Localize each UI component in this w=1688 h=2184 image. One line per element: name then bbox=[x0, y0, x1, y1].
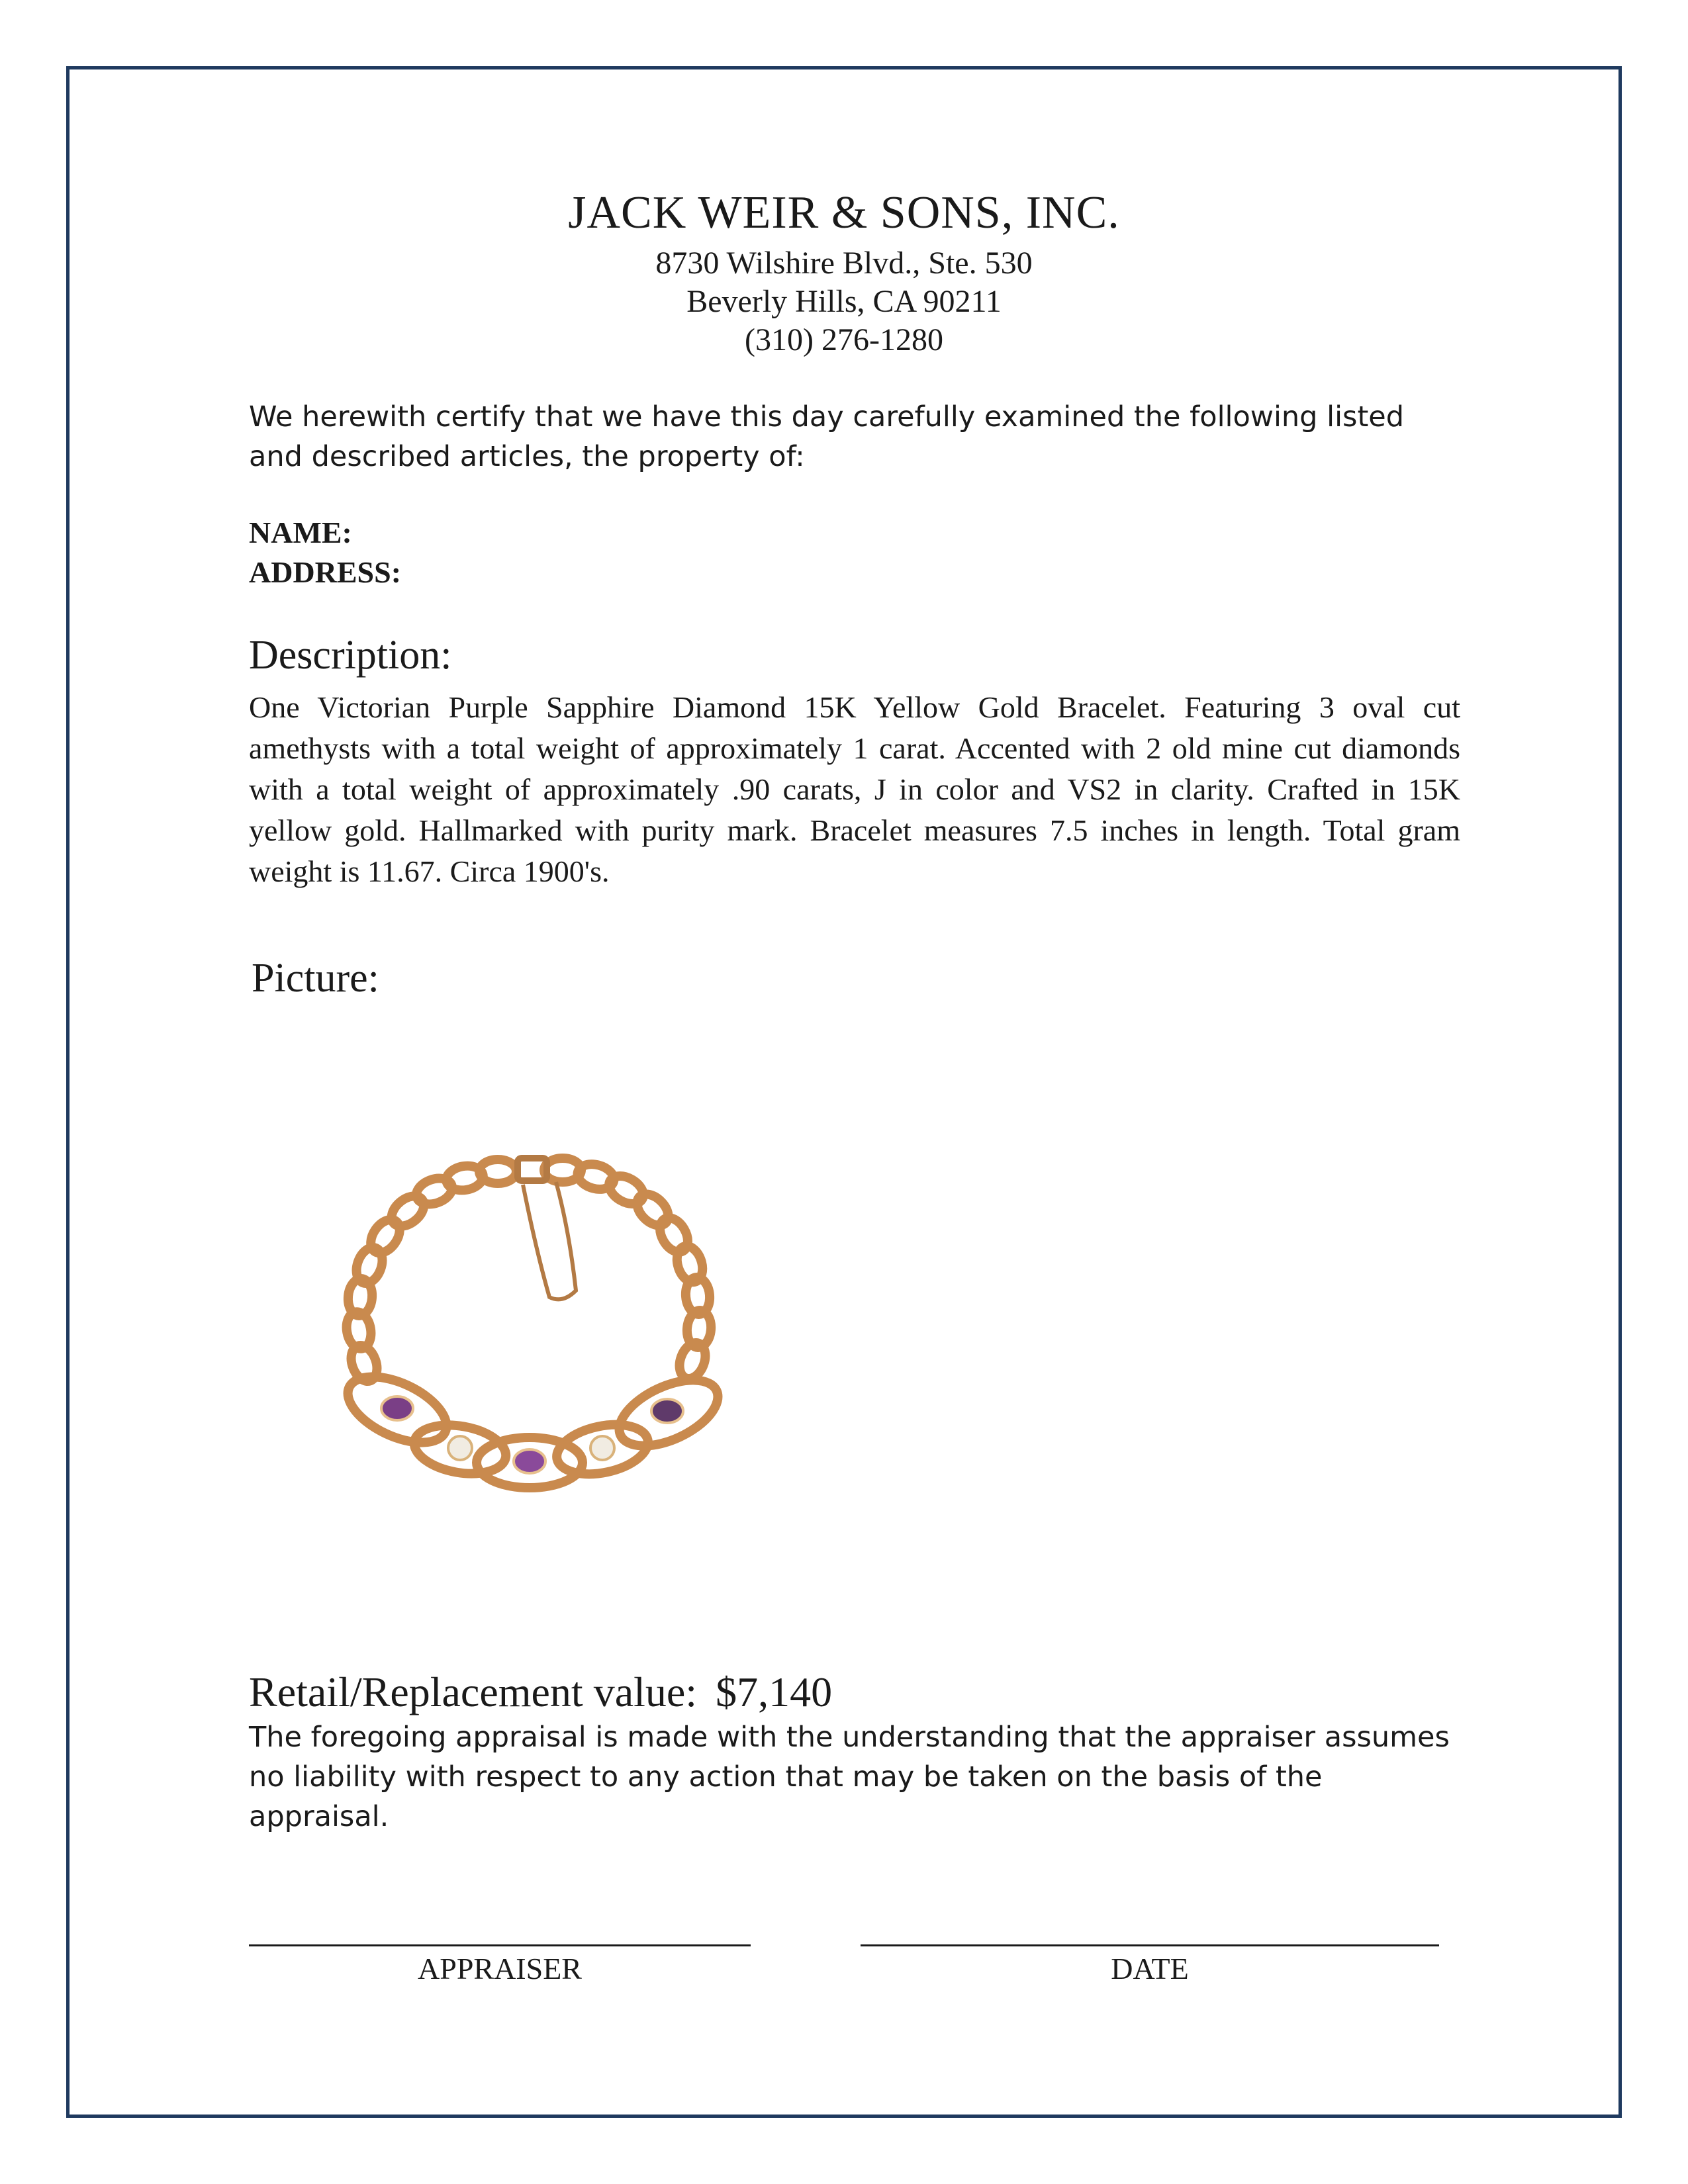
retail-value bbox=[249, 1668, 832, 1717]
appraiser-label: APPRAISER bbox=[418, 1952, 582, 1985]
diamond-left bbox=[448, 1436, 472, 1460]
description-text: One Victorian Purple Sapphire Diamond 15K Yellow Gold Bracelet. Featuring 3 oval cut amethysts with a total weight of approximately 1 carat. Accented with 2 old mine cut diamonds with a total weight of approximately .90 carats, J in color and VS2 in clarity. Crafted in 15K yellow gold. Hallmarked with purity mark. Bracelet measures 7.5 inches in length. Total gram weight is 11.67. Circa 1900's. bbox=[249, 690, 1460, 888]
company-address-line2: Beverly Hills, CA 90211 bbox=[686, 284, 1002, 319]
date-label: DATE bbox=[1111, 1952, 1189, 1985]
company-name: JACK WEIR & SONS, INC. bbox=[568, 187, 1120, 238]
amethyst-left bbox=[381, 1396, 413, 1420]
diamond-right bbox=[590, 1436, 614, 1460]
amethyst-center bbox=[514, 1449, 545, 1473]
amethyst-right bbox=[651, 1399, 683, 1423]
company-address-line1: 8730 Wilshire Blvd., Ste. 530 bbox=[655, 246, 1033, 281]
bracelet-chain bbox=[344, 1158, 712, 1385]
certification-intro: We herewith certify that we have this day carefully examined the following listed and described articles, the property of: bbox=[249, 400, 1405, 473]
company-phone: (310) 276-1280 bbox=[745, 322, 943, 357]
retail-value-label: Retail/Replacement value: bbox=[249, 1668, 698, 1715]
description-heading: Description: bbox=[249, 633, 452, 678]
address-label: ADDRESS: bbox=[249, 555, 402, 589]
picture-heading: Picture: bbox=[252, 956, 379, 1001]
bracelet-photo bbox=[285, 1138, 814, 1549]
date-signature-line bbox=[861, 1944, 1439, 1946]
retail-value-amount: $7,140 bbox=[716, 1668, 833, 1715]
name-label: NAME: bbox=[249, 516, 352, 549]
liability-disclaimer: The foregoing appraisal is made with the understanding that the appraiser assumes no liability with respect to any action that may be taken on the basis of the appraisal. bbox=[249, 1721, 1450, 1833]
appraiser-signature-line bbox=[249, 1944, 751, 1946]
